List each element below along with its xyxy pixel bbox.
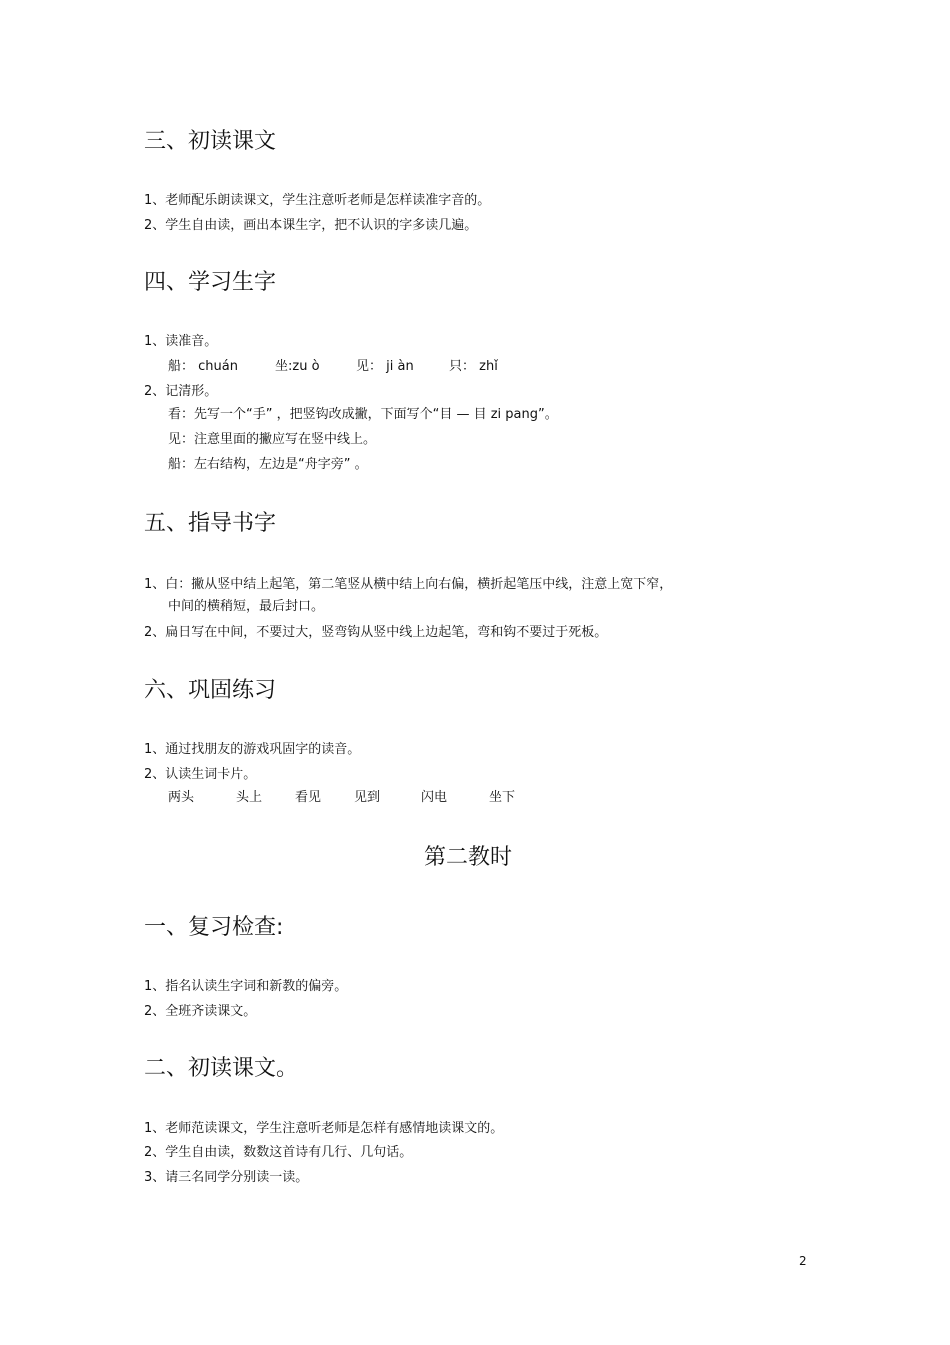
word-card: 闪电: [421, 790, 448, 805]
paragraph: 3、请三名同学分别读一读。: [144, 1170, 309, 1185]
page-number: 2: [799, 1254, 807, 1268]
pinyin-zuo: 坐:zu ò: [275, 359, 320, 374]
paragraph: 1、指名认读生字词和新教的偏旁。: [144, 979, 348, 994]
section-heading-zhidao: 五、指导书字: [144, 511, 277, 536]
word-card: 见到: [354, 790, 381, 805]
word-card: 头上: [236, 790, 263, 805]
lesson-title: 第二教时: [424, 845, 513, 870]
paragraph: 1、白：撇从竖中结上起笔，第二笔竖从横中结上向右偏，横折起笔压中线，注意上宽下窄，: [144, 577, 673, 592]
pinyin-zhi: 只： zhǐ: [449, 359, 498, 374]
paragraph: 1、老师范读课文，学生注意听老师是怎样有感情地读课文的。: [144, 1121, 504, 1136]
pinyin-chuan: 船： chuán: [168, 359, 238, 374]
paragraph: 见：注意里面的撇应写在竖中线上。: [168, 432, 377, 447]
word-card: 两头: [168, 790, 195, 805]
paragraph: 2、学生自由读，数数这首诗有几行、几句话。: [144, 1145, 413, 1160]
section-heading-chudu-2: 二、初读课文。: [144, 1056, 299, 1081]
paragraph: 1、老师配乐朗读课文，学生注意听老师是怎样读准字音的。: [144, 193, 491, 208]
paragraph: 1、通过找朋友的游戏巩固字的读音。: [144, 742, 361, 757]
word-card: 坐下: [489, 790, 516, 805]
pinyin-jian: 见： ji àn: [356, 359, 414, 374]
section-heading-gonggu: 六、巩固练习: [144, 678, 277, 703]
section-heading-chudu: 三、初读课文: [144, 129, 277, 154]
paragraph: 2、记清形。: [144, 384, 218, 399]
paragraph: 船：左右结构，左边是“舟字旁” 。: [168, 457, 368, 472]
paragraph: 2、全班齐读课文。: [144, 1004, 257, 1019]
word-card: 看见: [295, 790, 322, 805]
paragraph: 2、扁日写在中间，不要过大，竖弯钩从竖中线上边起笔，弯和钩不要过于死板。: [144, 625, 608, 640]
paragraph: 1、读准音。: [144, 334, 218, 349]
paragraph: 中间的横稍短，最后封口。: [168, 599, 325, 614]
section-heading-xuexi: 四、学习生字: [144, 270, 277, 295]
paragraph: 2、认读生词卡片。: [144, 767, 257, 782]
section-heading-fuxi: 一、复习检查:: [144, 915, 284, 940]
paragraph: 看：先写一个“手” ，把竖钩改成撇，下面写个“目 — 目 zi pang”。: [168, 407, 558, 422]
paragraph: 2、学生自由读，画出本课生字，把不认识的字多读几遍。: [144, 218, 478, 233]
